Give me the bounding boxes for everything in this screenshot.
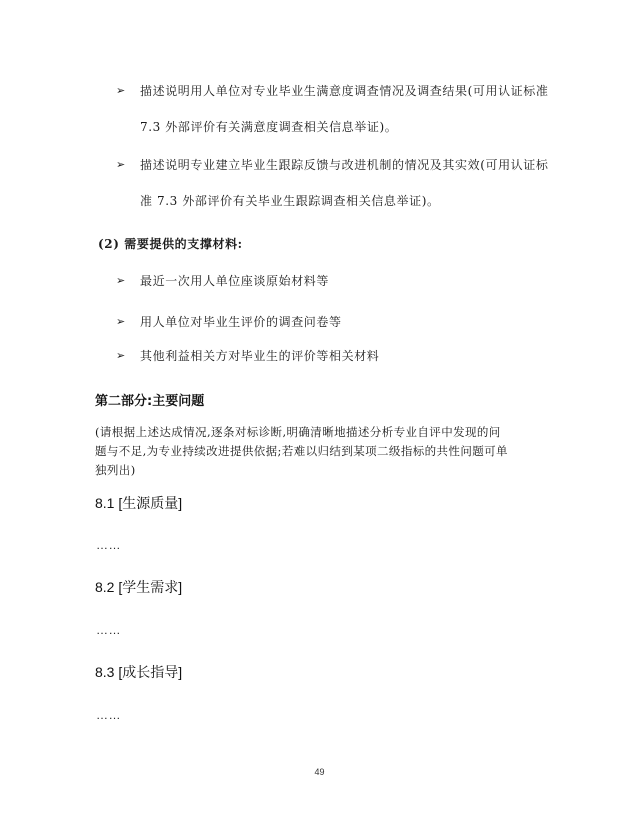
arrow-bullet-icon: ➢: [116, 158, 126, 171]
section-placeholder: ……: [96, 623, 121, 637]
arrow-bullet-icon: ➢: [116, 315, 126, 328]
page-number: 49: [314, 767, 325, 777]
bullet-line: 准 7.3 外部评价有关毕业生跟踪调查相关信息举证)。: [140, 194, 440, 208]
section-placeholder: ……: [96, 538, 121, 552]
bullet-text: 其他利益相关方对毕业生的评价等相关材料: [140, 349, 380, 363]
bullet-material-1: [116, 274, 556, 288]
bullet-line: 7.3 外部评价有关满意度调查相关信息举证)。: [140, 120, 398, 134]
bullet-text: [140, 147, 556, 219]
arrow-bullet-icon: ➢: [116, 349, 126, 362]
section-title-8-3: 8.3 [成长指导]: [95, 664, 183, 680]
bullet-line: 描述说明专业建立毕业生跟踪反馈与改进机制的情况及其实效(可用认证标: [140, 158, 549, 172]
section-placeholder: ……: [96, 708, 121, 722]
bullet-employer-satisfaction: [116, 84, 556, 145]
instruction-line: 题与不足,为专业持续改进提供依据;若难以归结到某项二级指标的共性问题可单: [95, 444, 508, 458]
bullet-line: 描述说明用人单位对专业毕业生满意度调查情况及调查结果(可用认证标准: [140, 84, 549, 98]
bullet-material-2: [116, 315, 556, 329]
arrow-bullet-icon: ➢: [116, 84, 126, 97]
materials-heading: (2) 需要提供的支撑材料:: [98, 237, 243, 251]
part-two-heading: 第二部分:主要问题: [95, 394, 205, 409]
instruction-line: 独列出): [95, 463, 136, 477]
bullet-graduate-tracking: [116, 158, 556, 219]
bullet-material-3: [116, 349, 556, 363]
bullet-text: 最近一次用人单位座谈原始材料等: [140, 274, 330, 288]
section-title-8-1: 8.1 [生源质量]: [95, 495, 183, 511]
bullet-text: [140, 73, 556, 145]
arrow-bullet-icon: ➢: [116, 274, 126, 287]
section-title-8-2: 8.2 [学生需求]: [95, 579, 183, 595]
instruction-line: (请根据上述达成情况,逐条对标诊断,明确清晰地描述分析专业自评中发现的问: [95, 425, 501, 439]
bullet-text: 用人单位对毕业生评价的调查问卷等: [140, 315, 342, 329]
instruction-paragraph: [95, 423, 550, 480]
